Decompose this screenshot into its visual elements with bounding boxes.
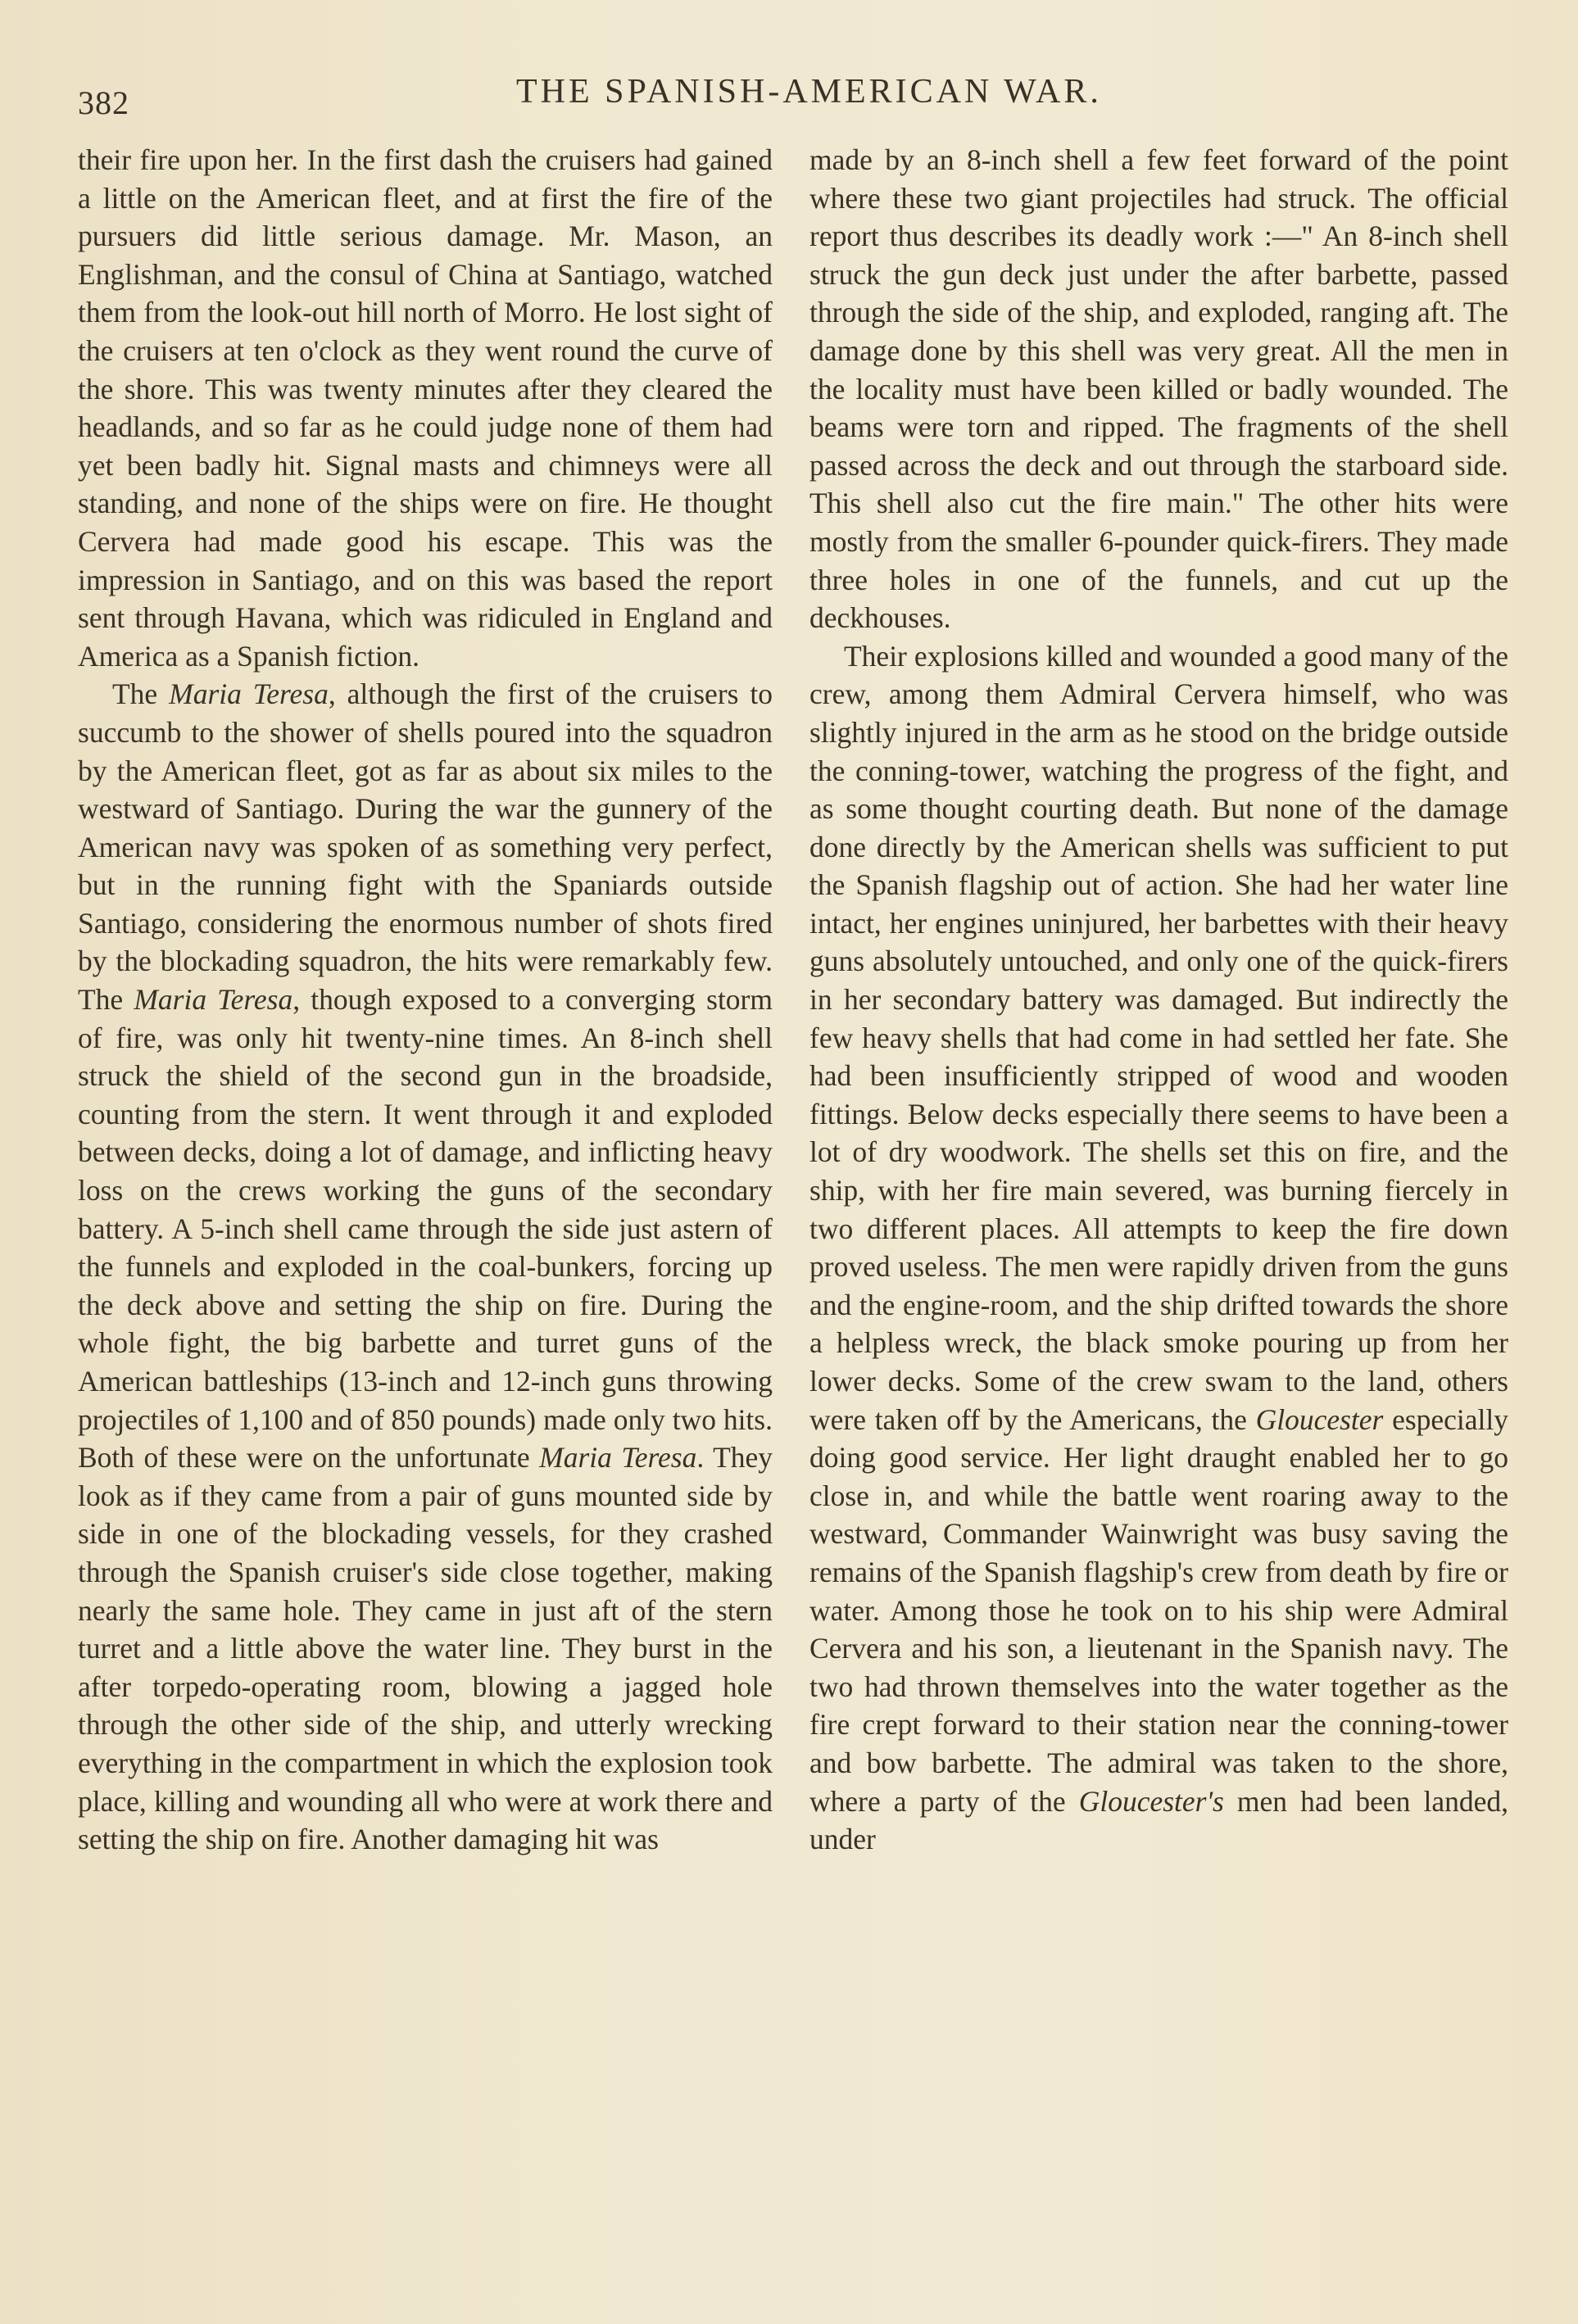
running-title: THE SPANISH-AMERICAN WAR. <box>516 73 1102 111</box>
paragraph-text: their fire upon her. In the first dash the cruisers had gained a little on the American fleet, and at first the fire of the pursuers did little serious damage. Mr. Mason, an Englishman, and the consul of China at Santiago, watched them from the look-out hill north of Morro. He lost sight of the cruisers at ten o'clock as they went round the curve of the shore. This was twenty minutes after they cleared the headlands, and so far as he could judge none of them had yet been badly hit. Signal masts and chimneys were all standing, and none of the ships were on fire. He thought Cervera had made good his escape. This was the impression in Santiago, and on this was based the report sent through Havana, which was ridiculed in England and America as a Spanish fiction. <box>78 143 773 673</box>
ship-name: Maria Teresa <box>539 1441 697 1475</box>
ship-name: Maria Teresa <box>169 677 329 711</box>
paragraph-text: , though exposed to a converging storm of fire, was only hit twenty-nine times. An 8-inch shell struck the shield of the second gun in the broadside, counting from the stern. It went through it and exploded between decks, doing a lot of damage, and inflicting heavy loss on the crews working the guns of the secondary battery. A 5-inch shell came through the side just astern of the funnels and exploded in the coal-bunkers, forcing up the deck above and setting the ship on fire. During the whole fight, the big barbette and turret guns of the American battleships (13-inch and 12-inch guns throwing projectiles of 1,100 and of 850 pounds) made only two hits. Both of these were on the unfortunate <box>78 983 773 1475</box>
paragraph-text: . They look as if they came from a pair of guns mounted side by side in one of the blockading vessels, for they crashed through the Spanish cruiser's side close together, making nearly the same hole. They came in just aft of the stern turret and a little above the water line. They burst in the after torpedo-operating room, blowing a jagged hole through the other side of the ship, and utterly wrecking everything in the compartment in which the explosion took place, killing and wounding all who were at work there and setting the ship on fire. Another damaging hit was <box>78 1441 773 1856</box>
page-number: 382 <box>78 84 129 121</box>
paragraph-text: men had been landed, under <box>809 1784 1508 1856</box>
paragraph-1 <box>78 141 773 675</box>
ship-name: Gloucester <box>1255 1402 1384 1436</box>
ship-name: Maria Teresa <box>134 983 293 1017</box>
paragraph-text: , although the first of the cruisers to succumb to the shower of shells poured into the squadron by the American fleet, got as far as about six miles to the westward of Santiago. During the war the gunnery of the American navy was spoken of as something very perfect, but in the running fight with the Spaniards outside Santiago, considering the enormous number of shots fired by the blockading squadron, the hits were remarkably few. The <box>78 677 773 1017</box>
paragraph-text: especially doing good service. Her light draught enabled her to go close in, and while the battle went roaring away to the westward, Commander Wainwright was busy saving the remains of the Spanish flagship's crew from death by fire or water. Among those he took on to his ship were Admiral Cervera and his son, a lieutenant in the Spanish navy. The two had thrown themselves into the water together as the fire crept forward to their station near the conning-tower and bow barbette. The admiral was taken to the shore, where a party of the <box>809 1402 1508 1818</box>
paragraph-4 <box>809 637 1508 1859</box>
page-header <box>78 72 1520 121</box>
paragraph-text: Their explosions killed and wounded a good many of the crew, among them Admiral Cervera himself, who was slightly injured in the arm as he stood on the bridge outside the conning-tower, watching the progress of the fight, and as some thought courting death. But none of the damage done directly by the American shells was sufficient to put the Spanish flagship out of action. She had her water line intact, her engines uninjured, her barbettes with their heavy guns absolutely untouched, and only one of the quick-firers in her secondary battery was damaged. But indirectly the few heavy shells that had come in had settled her fate. She had been insufficiently stripped of wood and wooden fittings. Below decks especially there seems to have been a lot of dry woodwork. The shells set this on fire, and the ship, with her fire main severed, was burning fiercely in two different places. All attempts to keep the fire down proved useless. The men were rapidly driven from the guns and the engine-room, and the ship drifted towards the shore a helpless wreck, the black smoke pouring up from her lower decks. Some of the crew swam to the land, others were taken off by the Americans, the <box>809 639 1508 1436</box>
right-column <box>809 141 1508 1859</box>
paragraph-text: made by an 8-inch shell a few feet forward of the point where these two giant projectiles had struck. The official report thus describes its deadly work :—" An 8-inch shell struck the gun deck just under the after barbette, passed through the side of the ship, and exploded, ranging aft. The damage done by this shell was very great. All the men in the locality must have been killed or badly wounded. The beams were torn and ripped. The fragments of the shell passed across the deck and out through the starboard side. This shell also cut the fire main." The other hits were mostly from the smaller 6-pounder quick-firers. They made three holes in one of the funnels, and cut up the deckhouses. <box>809 143 1508 635</box>
paragraph-2 <box>78 675 773 1858</box>
ship-name: Gloucester's <box>1078 1784 1224 1818</box>
left-column <box>78 141 773 1859</box>
paragraph-3 <box>809 141 1508 637</box>
paragraph-text: The <box>112 677 170 711</box>
